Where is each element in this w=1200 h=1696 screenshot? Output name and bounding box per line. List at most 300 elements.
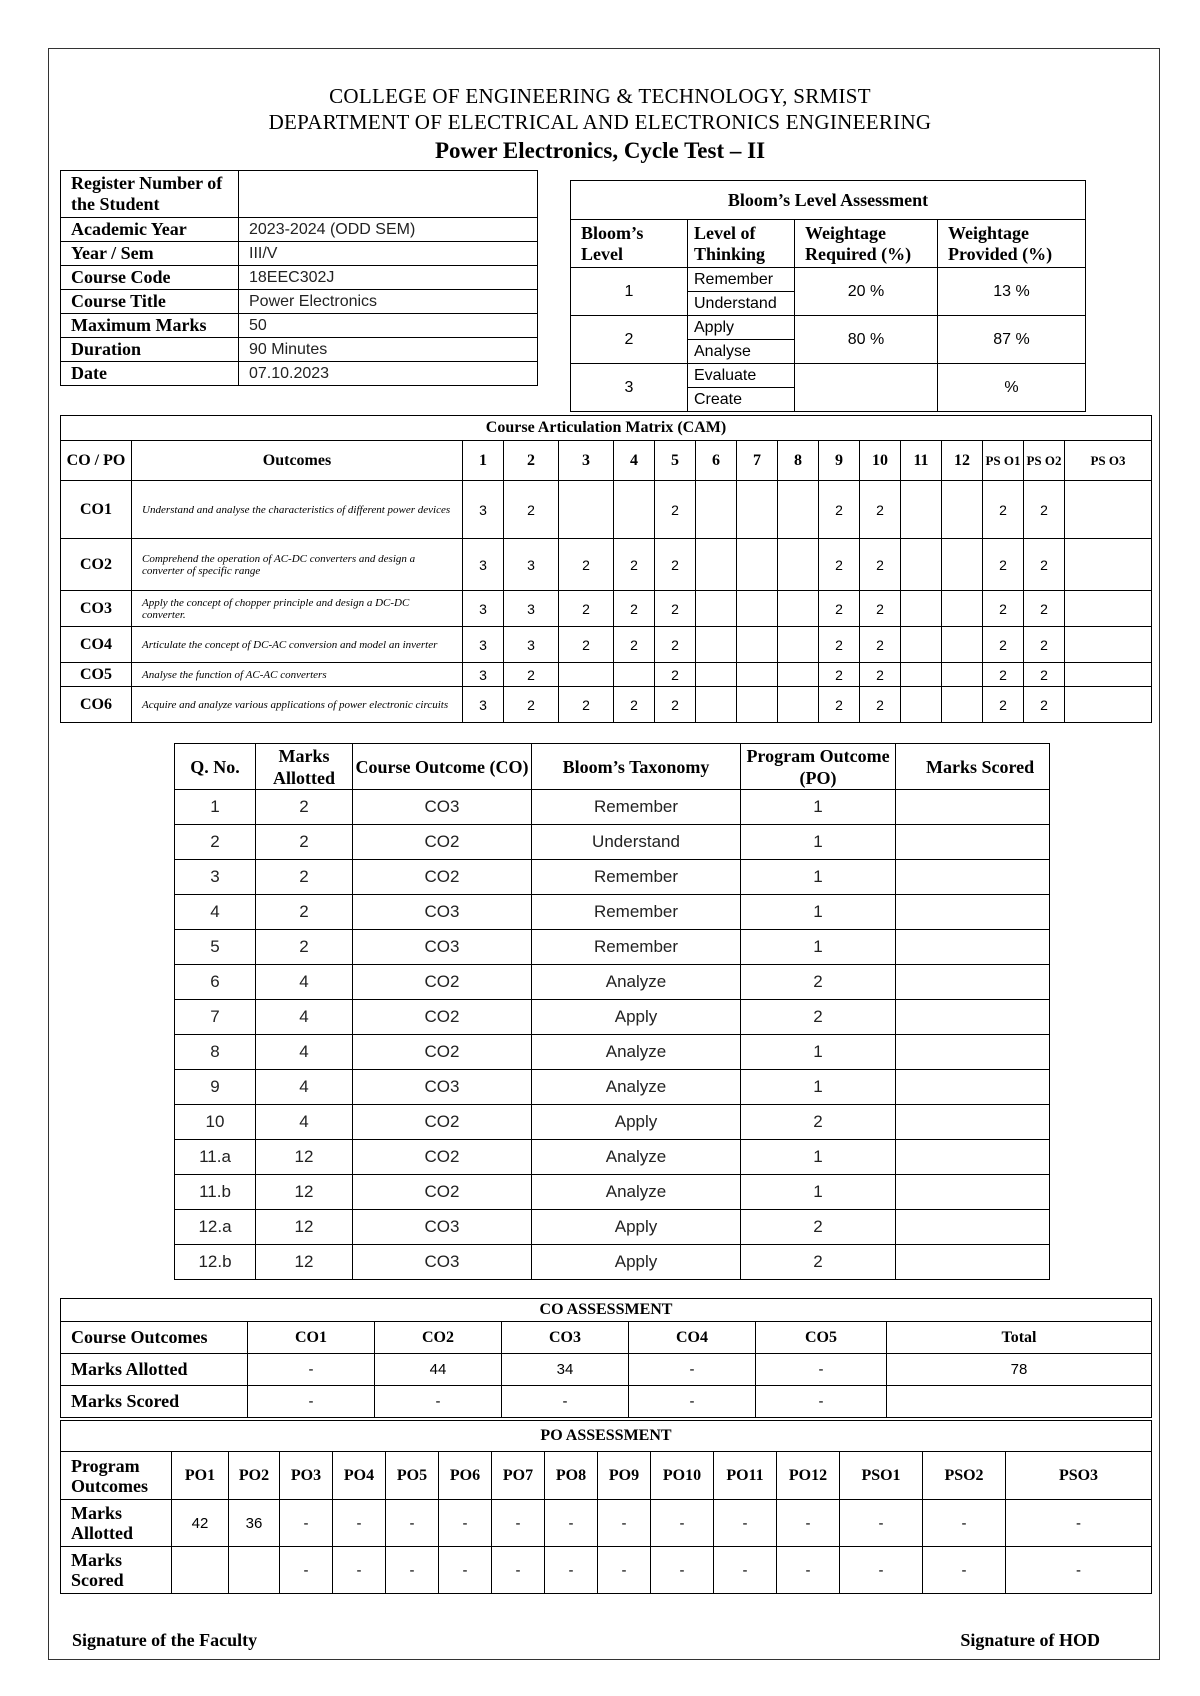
question-row [175, 1000, 1050, 1035]
co-header: CO3 [502, 1322, 629, 1354]
q-course-outcome: CO2 [353, 1000, 532, 1035]
cam-row [61, 591, 1152, 627]
info-label: Date [61, 362, 239, 386]
q-marks-scored[interactable] [896, 1175, 1050, 1210]
bloom-provided: 13 % [938, 268, 1086, 316]
cam-cell: 2 [819, 539, 860, 591]
cam-cell: 2 [614, 627, 655, 663]
q-blooms-taxonomy: Understand [532, 825, 741, 860]
po-scored[interactable] [172, 1547, 229, 1594]
q-marks-scored[interactable] [896, 790, 1050, 825]
q-marks-scored[interactable] [896, 1000, 1050, 1035]
cam-cell: 2 [860, 663, 901, 687]
q-number: 12.a [175, 1210, 256, 1245]
cam-cell: 2 [983, 687, 1024, 723]
question-row [175, 860, 1050, 895]
po-header: PO8 [545, 1452, 598, 1500]
info-value: 07.10.2023 [239, 362, 538, 386]
q-course-outcome: CO3 [353, 1070, 532, 1105]
cam-header: Outcomes [132, 441, 463, 481]
cam-co-label: CO1 [61, 481, 132, 539]
cam-header: 12 [942, 441, 983, 481]
po-scored[interactable]: - [714, 1547, 777, 1594]
cam-cell: 3 [463, 627, 504, 663]
cam-cell: 2 [819, 687, 860, 723]
po-header: PO5 [386, 1452, 439, 1500]
po-value: - [651, 1500, 714, 1547]
po-row-label: Marks Scored [61, 1547, 172, 1594]
question-row [175, 1245, 1050, 1280]
po-assessment-table [60, 1420, 1152, 1594]
info-value: 2023-2024 (ODD SEM) [239, 218, 538, 242]
cam-header: 2 [504, 441, 559, 481]
co-value: 34 [502, 1354, 629, 1386]
q-marks-allotted: 2 [256, 825, 353, 860]
cam-cell: 2 [860, 481, 901, 539]
q-header: Bloom’s Taxonomy [532, 744, 741, 790]
po-scored[interactable]: - [545, 1547, 598, 1594]
cam-header: 10 [860, 441, 901, 481]
q-number: 11.b [175, 1175, 256, 1210]
cam-cell: 3 [463, 481, 504, 539]
register-number-field[interactable] [239, 171, 538, 218]
q-program-outcome: 1 [741, 1070, 896, 1105]
po-value: - [777, 1500, 840, 1547]
q-program-outcome: 1 [741, 825, 896, 860]
cam-row [61, 627, 1152, 663]
q-header: Program Outcome (PO) [741, 744, 896, 790]
cam-cell: 2 [860, 627, 901, 663]
info-row [61, 266, 538, 290]
question-row [175, 1070, 1050, 1105]
co-header: CO2 [375, 1322, 502, 1354]
po-value: - [840, 1500, 923, 1547]
cam-row [61, 663, 1152, 687]
cam-cell: 2 [1024, 687, 1065, 723]
cam-cell: 2 [559, 539, 614, 591]
cam-cell: 2 [1024, 627, 1065, 663]
info-label: Register Number of the Student [61, 171, 239, 218]
po-header: PO10 [651, 1452, 714, 1500]
q-program-outcome: 2 [741, 1210, 896, 1245]
cam-cell: 3 [504, 627, 559, 663]
info-row [61, 242, 538, 266]
cam-cell [901, 591, 942, 627]
cam-row [61, 481, 1152, 539]
cam-co-label: CO5 [61, 663, 132, 687]
q-program-outcome: 1 [741, 790, 896, 825]
question-row [175, 1035, 1050, 1070]
q-blooms-taxonomy: Analyze [532, 1070, 741, 1105]
cam-header: PS O3 [1065, 441, 1152, 481]
cam-header: CO / PO [61, 441, 132, 481]
cam-cell: 2 [614, 591, 655, 627]
info-label: Academic Year [61, 218, 239, 242]
cam-header: 11 [901, 441, 942, 481]
po-header: Program Outcomes [61, 1452, 172, 1500]
cam-co-label: CO3 [61, 591, 132, 627]
info-value: Power Electronics [239, 290, 538, 314]
cam-cell: 3 [463, 687, 504, 723]
cam-cell: 2 [860, 539, 901, 591]
cam-outcome-text: Apply the concept of chopper principle and design a DC-DC converter. [132, 591, 463, 627]
co-header: Course Outcomes [61, 1322, 248, 1354]
cam-cell [1065, 481, 1152, 539]
cam-row [61, 539, 1152, 591]
info-value: 50 [239, 314, 538, 338]
cam-cell [737, 687, 778, 723]
co-scored[interactable]: - [248, 1386, 375, 1418]
bloom-required: 80 % [795, 316, 938, 364]
cam-cell [942, 539, 983, 591]
po-value: 42 [172, 1500, 229, 1547]
cam-cell [1065, 687, 1152, 723]
q-program-outcome: 1 [741, 1175, 896, 1210]
info-row [61, 362, 538, 386]
q-course-outcome: CO3 [353, 1245, 532, 1280]
q-header: Q. No. [175, 744, 256, 790]
po-scored[interactable]: - [840, 1547, 923, 1594]
co-row-label: Marks Allotted [61, 1354, 248, 1386]
info-row [61, 338, 538, 362]
po-scored[interactable] [229, 1547, 280, 1594]
question-row [175, 1105, 1050, 1140]
q-marks-allotted: 12 [256, 1140, 353, 1175]
bloom-level-table [570, 180, 1086, 412]
bloom-thinking: Remember [688, 268, 795, 292]
q-blooms-taxonomy: Apply [532, 1105, 741, 1140]
q-number: 10 [175, 1105, 256, 1140]
q-marks-scored[interactable] [896, 1245, 1050, 1280]
co-assessment-title: CO ASSESSMENT [61, 1299, 1152, 1322]
po-header: PSO3 [1006, 1452, 1152, 1500]
college-name: COLLEGE OF ENGINEERING & TECHNOLOGY, SRMIST [329, 84, 871, 108]
q-blooms-taxonomy: Analyze [532, 1140, 741, 1175]
q-blooms-taxonomy: Analyze [532, 1035, 741, 1070]
cam-cell: 2 [983, 539, 1024, 591]
info-row [61, 314, 538, 338]
student-info-table [60, 170, 538, 386]
co-scored[interactable]: - [502, 1386, 629, 1418]
po-scored[interactable]: - [1006, 1547, 1152, 1594]
bloom-thinking: Create [688, 388, 795, 412]
po-header: PO7 [492, 1452, 545, 1500]
q-marks-scored[interactable] [896, 1070, 1050, 1105]
cam-cell: 2 [983, 627, 1024, 663]
cam-cell: 2 [504, 663, 559, 687]
po-value: - [598, 1500, 651, 1547]
cam-cell: 2 [559, 627, 614, 663]
cam-cell [1065, 627, 1152, 663]
q-number: 9 [175, 1070, 256, 1105]
cam-cell [778, 539, 819, 591]
cam-cell [1065, 663, 1152, 687]
bloom-header: Weightage Required (%) [795, 220, 938, 268]
info-label: Course Title [61, 290, 239, 314]
q-number: 5 [175, 930, 256, 965]
po-value: - [714, 1500, 777, 1547]
cam-cell: 2 [655, 539, 696, 591]
bloom-required [795, 364, 938, 412]
q-course-outcome: CO2 [353, 1105, 532, 1140]
cam-cell: 2 [983, 481, 1024, 539]
q-number: 2 [175, 825, 256, 860]
q-course-outcome: CO3 [353, 790, 532, 825]
co-scored[interactable]: - [375, 1386, 502, 1418]
cam-cell [942, 591, 983, 627]
question-row [175, 895, 1050, 930]
q-marks-allotted: 4 [256, 965, 353, 1000]
cam-header: PS O2 [1024, 441, 1065, 481]
bloom-thinking: Analyse [688, 340, 795, 364]
question-row [175, 1175, 1050, 1210]
cam-cell: 2 [1024, 591, 1065, 627]
q-blooms-taxonomy: Apply [532, 1210, 741, 1245]
cam-cell: 2 [614, 687, 655, 723]
q-program-outcome: 2 [741, 1105, 896, 1140]
cam-cell: 3 [504, 591, 559, 627]
question-row [175, 825, 1050, 860]
po-header: PO11 [714, 1452, 777, 1500]
q-marks-scored[interactable] [896, 1035, 1050, 1070]
cam-header: 4 [614, 441, 655, 481]
cam-cell [696, 481, 737, 539]
cam-cell [901, 627, 942, 663]
cam-cell: 2 [860, 687, 901, 723]
cam-cell [778, 591, 819, 627]
q-marks-scored[interactable] [896, 825, 1050, 860]
q-marks-scored[interactable] [896, 965, 1050, 1000]
q-blooms-taxonomy: Apply [532, 1245, 741, 1280]
po-scored[interactable]: - [923, 1547, 1006, 1594]
q-marks-allotted: 2 [256, 895, 353, 930]
co-row-label: Marks Scored [61, 1386, 248, 1418]
cam-cell [942, 481, 983, 539]
co-value: - [756, 1354, 887, 1386]
cam-cell [737, 591, 778, 627]
cam-cell [696, 687, 737, 723]
q-blooms-taxonomy: Remember [532, 790, 741, 825]
po-scored[interactable]: - [386, 1547, 439, 1594]
cam-cell [778, 687, 819, 723]
cam-cell [901, 539, 942, 591]
po-row-label: Marks Allotted [61, 1500, 172, 1547]
bloom-header: Level of Thinking [688, 220, 795, 268]
q-program-outcome: 2 [741, 1245, 896, 1280]
cam-cell [614, 481, 655, 539]
cam-cell [559, 663, 614, 687]
q-course-outcome: CO2 [353, 860, 532, 895]
cam-cell [901, 663, 942, 687]
q-marks-scored[interactable] [896, 895, 1050, 930]
bloom-thinking: Understand [688, 292, 795, 316]
cam-cell: 3 [504, 539, 559, 591]
cam-cell [737, 627, 778, 663]
po-value: - [492, 1500, 545, 1547]
cam-co-label: CO2 [61, 539, 132, 591]
q-header: Course Outcome (CO) [353, 744, 532, 790]
po-scored[interactable]: - [598, 1547, 651, 1594]
po-value: - [439, 1500, 492, 1547]
q-program-outcome: 1 [741, 1035, 896, 1070]
po-value: - [923, 1500, 1006, 1547]
bloom-provided: 87 % [938, 316, 1086, 364]
cam-cell [559, 481, 614, 539]
po-value: 36 [229, 1500, 280, 1547]
cam-cell: 2 [655, 663, 696, 687]
q-program-outcome: 1 [741, 1140, 896, 1175]
question-table [174, 743, 1050, 1280]
question-row [175, 1140, 1050, 1175]
po-value: - [545, 1500, 598, 1547]
cam-cell [778, 481, 819, 539]
po-value: - [386, 1500, 439, 1547]
cam-outcome-text: Acquire and analyze various applications of power electronic circuits [132, 687, 463, 723]
cam-cell: 2 [655, 481, 696, 539]
question-row [175, 930, 1050, 965]
cam-header: 6 [696, 441, 737, 481]
q-blooms-taxonomy: Analyze [532, 1175, 741, 1210]
q-marks-allotted: 4 [256, 1035, 353, 1070]
cam-header: 9 [819, 441, 860, 481]
co-scored[interactable]: - [756, 1386, 887, 1418]
co-value: - [248, 1354, 375, 1386]
info-label: Maximum Marks [61, 314, 239, 338]
cam-cell: 2 [983, 591, 1024, 627]
course-articulation-matrix [60, 415, 1152, 723]
q-marks-scored[interactable] [896, 860, 1050, 895]
q-program-outcome: 1 [741, 895, 896, 930]
q-number: 12.b [175, 1245, 256, 1280]
cam-outcome-text: Comprehend the operation of AC-DC converters and design a converter of specific range [132, 539, 463, 591]
cam-cell [778, 627, 819, 663]
co-value: - [629, 1354, 756, 1386]
q-blooms-taxonomy: Remember [532, 930, 741, 965]
q-marks-scored[interactable] [896, 1210, 1050, 1245]
co-scored[interactable]: - [629, 1386, 756, 1418]
faculty-signature: Signature of the Faculty [72, 1630, 258, 1650]
po-value: - [280, 1500, 333, 1547]
question-row [175, 1210, 1050, 1245]
cam-row [61, 687, 1152, 723]
cam-cell: 2 [860, 591, 901, 627]
test-title: Power Electronics, Cycle Test – II [434, 138, 766, 163]
q-program-outcome: 2 [741, 1000, 896, 1035]
cam-cell [737, 539, 778, 591]
q-marks-scored[interactable] [896, 1140, 1050, 1175]
co-header: CO4 [629, 1322, 756, 1354]
po-scored[interactable]: - [492, 1547, 545, 1594]
cam-cell: 2 [655, 687, 696, 723]
q-number: 6 [175, 965, 256, 1000]
q-marks-allotted: 12 [256, 1175, 353, 1210]
q-marks-allotted: 12 [256, 1245, 353, 1280]
cam-cell: 2 [655, 627, 696, 663]
po-scored[interactable]: - [777, 1547, 840, 1594]
q-course-outcome: CO2 [353, 1035, 532, 1070]
cam-cell: 2 [559, 591, 614, 627]
cam-cell [901, 687, 942, 723]
bloom-level: 3 [571, 364, 688, 412]
po-header: PO3 [280, 1452, 333, 1500]
cam-cell: 3 [463, 591, 504, 627]
cam-cell [696, 591, 737, 627]
po-assessment-title: PO ASSESSMENT [61, 1421, 1152, 1452]
q-number: 4 [175, 895, 256, 930]
q-program-outcome: 2 [741, 965, 896, 1000]
po-scored[interactable]: - [651, 1547, 714, 1594]
info-label: Duration [61, 338, 239, 362]
po-value: - [333, 1500, 386, 1547]
info-label: Year / Sem [61, 242, 239, 266]
q-course-outcome: CO2 [353, 825, 532, 860]
cam-cell [614, 663, 655, 687]
co-header: CO1 [248, 1322, 375, 1354]
info-label: Course Code [61, 266, 239, 290]
bloom-header: Weightage Provided (%) [938, 220, 1086, 268]
cam-cell: 2 [819, 481, 860, 539]
cam-cell [942, 663, 983, 687]
cam-cell [737, 663, 778, 687]
cam-cell: 2 [1024, 481, 1065, 539]
q-marks-scored[interactable] [896, 930, 1050, 965]
q-course-outcome: CO2 [353, 1140, 532, 1175]
q-number: 1 [175, 790, 256, 825]
cam-cell: 2 [655, 591, 696, 627]
bloom-title: Bloom’s Level Assessment [571, 181, 1086, 220]
po-scored[interactable]: - [280, 1547, 333, 1594]
q-marks-allotted: 4 [256, 1000, 353, 1035]
department-name: DEPARTMENT OF ELECTRICAL AND ELECTRONICS ENGINEERING [268, 110, 932, 134]
cam-header: 7 [737, 441, 778, 481]
cam-cell [1065, 591, 1152, 627]
q-marks-allotted: 2 [256, 860, 353, 895]
cam-co-label: CO4 [61, 627, 132, 663]
bloom-thinking: Apply [688, 316, 795, 340]
cam-cell: 2 [559, 687, 614, 723]
cam-cell: 2 [819, 627, 860, 663]
q-marks-allotted: 2 [256, 790, 353, 825]
cam-cell: 2 [983, 663, 1024, 687]
info-value: 90 Minutes [239, 338, 538, 362]
hod-signature: Signature of HOD [960, 1630, 1100, 1650]
po-scored[interactable]: - [439, 1547, 492, 1594]
po-scored[interactable]: - [333, 1547, 386, 1594]
cam-cell: 3 [463, 539, 504, 591]
bloom-required: 20 % [795, 268, 938, 316]
question-row [175, 965, 1050, 1000]
q-course-outcome: CO3 [353, 930, 532, 965]
cam-cell [901, 481, 942, 539]
q-marks-allotted: 2 [256, 930, 353, 965]
co-scored[interactable] [887, 1386, 1152, 1418]
co-assessment-table [60, 1298, 1152, 1418]
cam-cell: 2 [819, 591, 860, 627]
bloom-level: 2 [571, 316, 688, 364]
q-marks-allotted: 4 [256, 1070, 353, 1105]
q-marks-scored[interactable] [896, 1105, 1050, 1140]
po-value: - [1006, 1500, 1152, 1547]
cam-cell: 3 [463, 663, 504, 687]
cam-outcome-text: Analyse the function of AC-AC converters [132, 663, 463, 687]
cam-cell: 2 [614, 539, 655, 591]
info-row [61, 171, 538, 218]
cam-cell [696, 539, 737, 591]
cam-header: 8 [778, 441, 819, 481]
q-marks-allotted: 4 [256, 1105, 353, 1140]
q-program-outcome: 1 [741, 860, 896, 895]
q-number: 3 [175, 860, 256, 895]
